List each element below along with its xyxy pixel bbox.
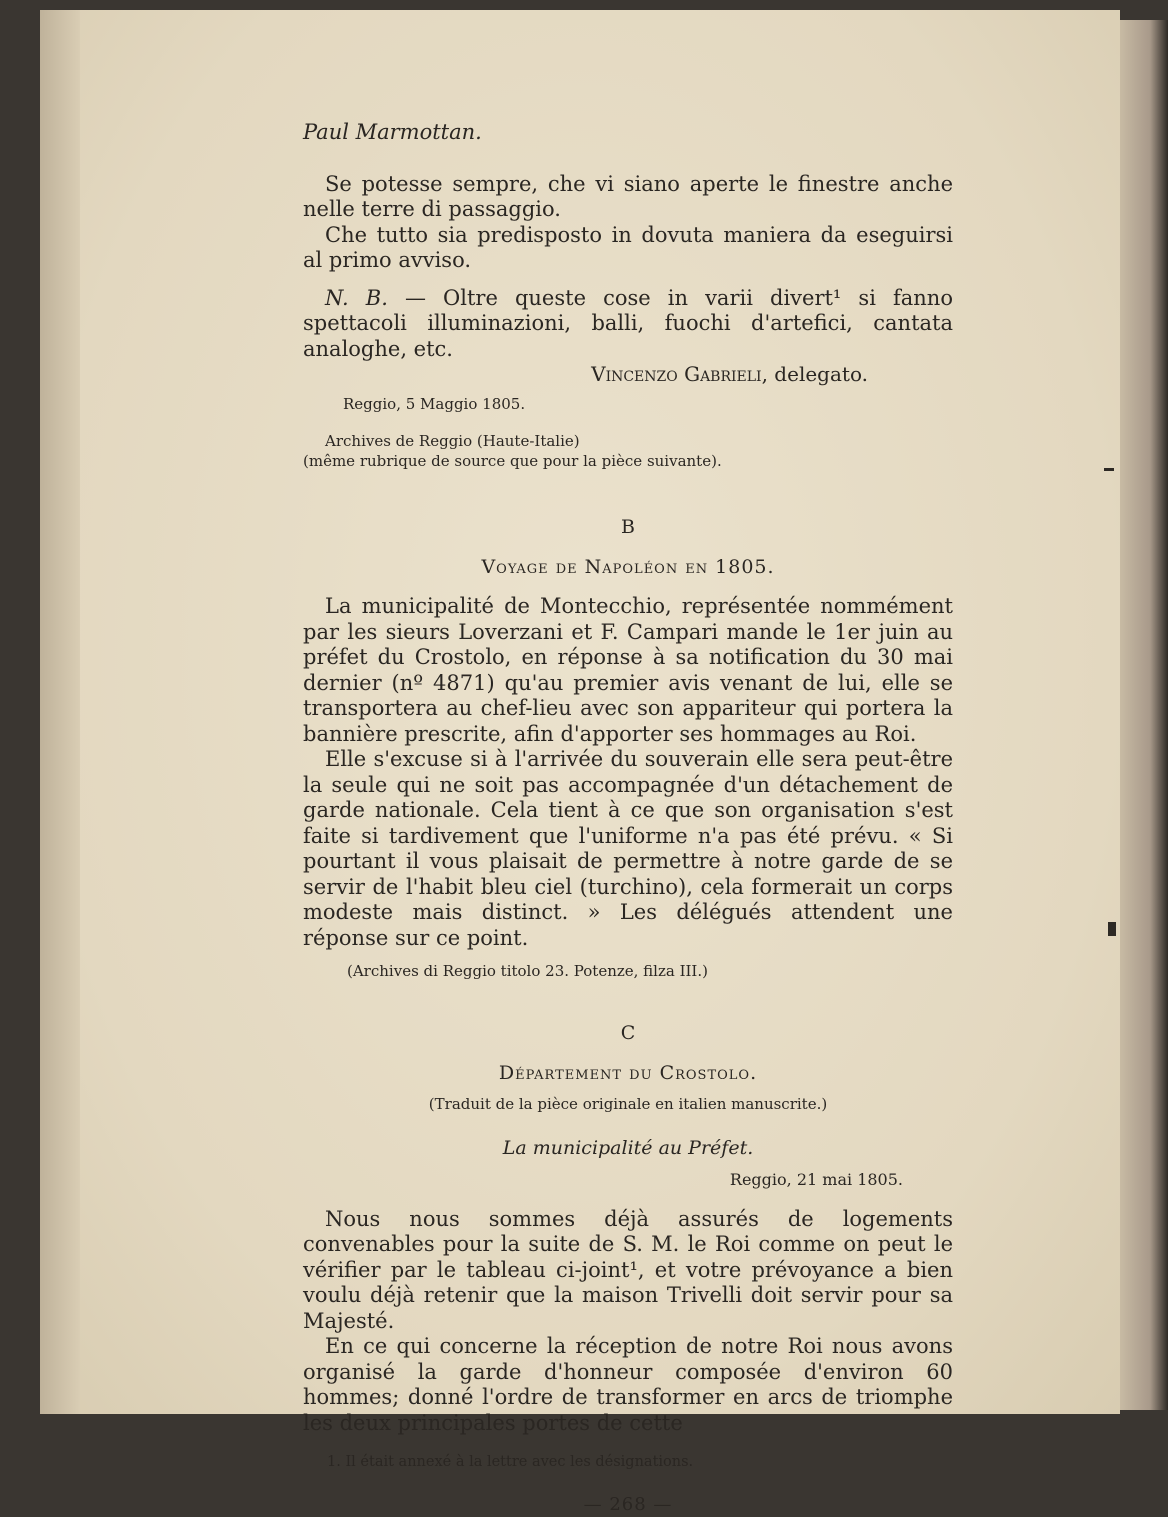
dateline: Reggio, 21 mai 1805. [303, 1167, 903, 1193]
letter-subtitle: La municipalité au Préfet. [303, 1136, 953, 1162]
source-line: Archives de Reggio (Haute-Italie) [303, 431, 953, 451]
footnote: 1. Il était annexé à la lettre avec les désignations. [327, 1450, 953, 1476]
paragraph: La municipalité de Montecchio, représentée nommément par les sieurs Loverzani et F. Campari mande le 1er juin au préfet du Crostolo, en réponse à sa notification du 30 mai dernier (nº 4871) qu'au premier avis venant de lui, elle se transportera au chef-lieu avec son appariteur qui portera la bannière prescrite, afin d'apporter ses hommages au Roi. [303, 594, 953, 747]
signature-role: , delegato. [762, 362, 868, 386]
page-left-gutter [40, 10, 80, 1414]
paragraph: En ce qui concerne la réception de notre Roi nous avons organisé la garde d'honneur composée d'environ 60 hommes; donné l'ordre de transformer en arcs de triomphe les deux principales portes de cette [303, 1334, 953, 1436]
nb-text: — Oltre queste cose in varii divert¹ si fanno spettacoli illuminazioni, balli, fuochi d'artefici, cantata analoghe, etc. [303, 286, 953, 361]
section-letter: B [303, 515, 953, 541]
dateline: Reggio, 5 Maggio 1805. [343, 392, 953, 418]
paragraph: Elle s'excuse si à l'arrivée du souverain elle sera peut-être la seule qui ne soit pas accompagnée d'un détachement de garde nationale. Cela tient à ce que son organisation s'est faite si tardivement que l'uniforme n'a pas été prévu. « Si pourtant il vous plaisait de permettre à notre garde de se servir de l'habit bleu ciel (turchino), cela formerait un corps modeste mais distinct. » Les délégués attendent une réponse sur ce point. [303, 747, 953, 951]
margin-mark [1108, 922, 1116, 936]
page-number: — 268 — [303, 1492, 953, 1517]
paragraph: Nous nous sommes déjà assurés de logements convenables pour la suite de S. M. le Roi comme on peut le vérifier par le tableau ci-joint¹, et votre prévoyance a bien voulu déjà retenir que la maison Trivelli doit servir pour sa Majesté. [303, 1207, 953, 1335]
paragraph: Se potesse sempre, che vi siano aperte le finestre anche nelle terre di passaggio. [303, 172, 953, 223]
section-letter: C [303, 1021, 953, 1047]
source-line: (même rubrique de source que pour la pièce suivante). [303, 451, 953, 471]
section-title: Voyage de Napoléon en 1805. [303, 555, 953, 581]
nb-label: N. B. [325, 286, 388, 310]
section-title: Département du Crostolo. [303, 1061, 953, 1087]
section-note: (Traduit de la pièce originale en italien manuscrite.) [303, 1092, 953, 1118]
signature-name: Vincenzo Gabrieli [591, 362, 761, 386]
nb-paragraph [303, 286, 953, 363]
source-line: (Archives di Reggio titolo 23. Potenze, filza III.) [347, 961, 953, 981]
margin-mark [1104, 468, 1114, 471]
running-head: Paul Marmottan. [303, 120, 953, 146]
paragraph: Che tutto sia predisposto in dovuta maniera da eseguirsi al primo avviso. [303, 223, 953, 274]
page-text [303, 120, 953, 1517]
signature [303, 362, 868, 388]
